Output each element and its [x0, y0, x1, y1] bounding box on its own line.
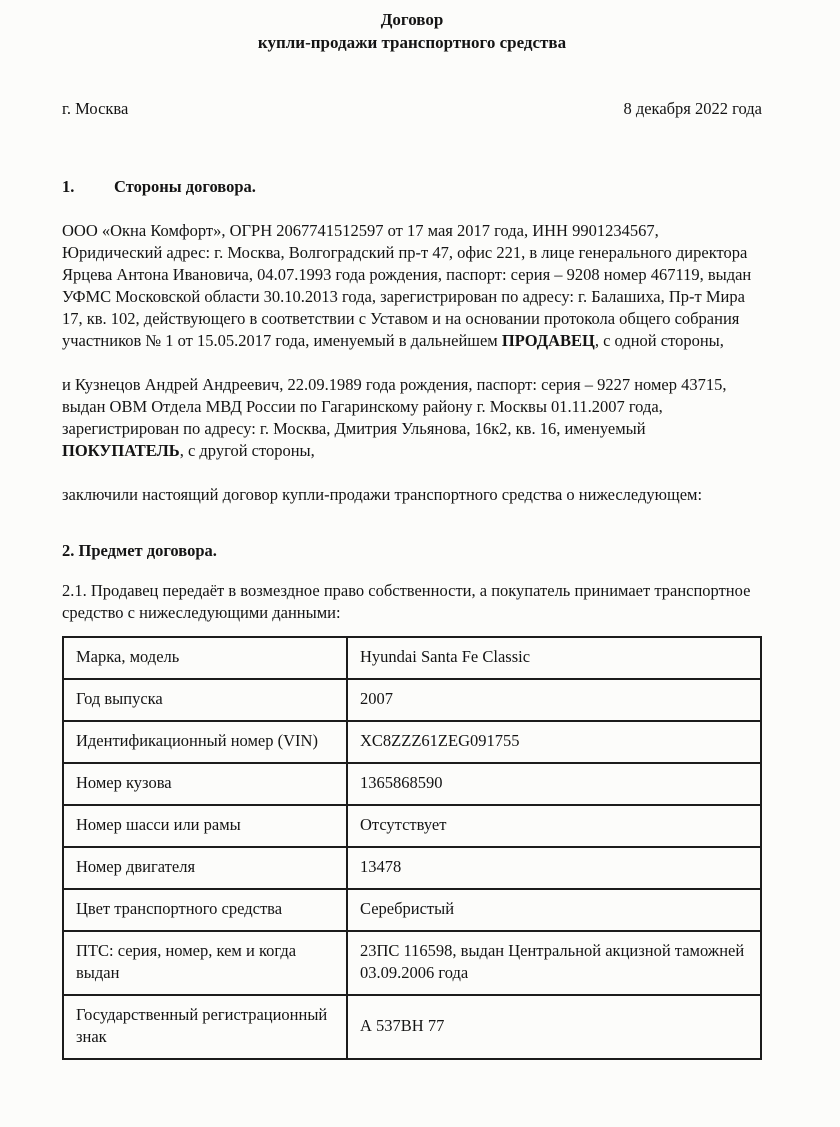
row-label: Цвет транспортного средства: [63, 889, 347, 931]
row-label: Идентификационный номер (VIN): [63, 721, 347, 763]
table-row: [63, 721, 761, 763]
contract-date: 8 декабря 2022 года: [623, 99, 762, 118]
table-row: [63, 679, 761, 721]
table-row: [63, 931, 761, 995]
row-label: Номер двигателя: [63, 847, 347, 889]
section-1-heading: [62, 176, 762, 198]
row-value: 23ПС 116598, выдан Центральной акцизной таможней 03.09.2006 года: [347, 931, 761, 995]
row-value: 2007: [347, 679, 761, 721]
vehicle-details-table: [62, 636, 762, 1060]
row-value: XC8ZZZ61ZEG091755: [347, 721, 761, 763]
row-label: Государственный регистрационный знак: [63, 995, 347, 1059]
document-title-line2: купли-продажи транспортного средства: [257, 33, 567, 52]
row-value: 1365868590: [347, 763, 761, 805]
row-value: Серебристый: [347, 889, 761, 931]
table-row: [63, 889, 761, 931]
row-label: Номер кузова: [63, 763, 347, 805]
row-value: Отсутствует: [347, 805, 761, 847]
conclusion-paragraph: заключили настоящий договор купли-продажи транспортного средства о нижеследующем:: [62, 485, 703, 504]
row-label: Номер шасси или рамы: [63, 805, 347, 847]
buyer-paragraph: [62, 374, 762, 462]
section-1-number: 1.: [62, 177, 75, 196]
table-row: [63, 805, 761, 847]
section-1-title: Стороны договора.: [114, 177, 256, 196]
table-row: [63, 637, 761, 679]
clause-2-1-paragraph: 2.1. Продавец передаёт в возмездное право собственности, а покупатель принимает транспортное средство с нижеследующими данными:: [62, 581, 751, 622]
row-value: А 537ВН 77: [347, 995, 761, 1059]
row-value: 13478: [347, 847, 761, 889]
table-row: [63, 847, 761, 889]
row-label: Марка, модель: [63, 637, 347, 679]
contract-place: г. Москва: [62, 99, 129, 118]
buyer-term: ПОКУПАТЕЛЬ: [62, 441, 180, 460]
document-title-line1: Договор: [380, 10, 444, 29]
buyer-text: и Кузнецов Андрей Андреевич, 22.09.1989 года рождения, паспорт: серия – 9227 номер 43715, выдан ОВМ Отдела МВД России по Гагаринскому району г. Москвы 01.11.2007 года, зарегистрирован по адресу: г. Москва, Дмитрия Ульянова, 16к2, кв. 16, именуемый: [62, 375, 727, 438]
row-label: Год выпуска: [63, 679, 347, 721]
buyer-text-after: , с другой стороны,: [179, 441, 315, 460]
document-title: [62, 8, 762, 54]
place-date-row: [62, 98, 762, 120]
seller-term: ПРОДАВЕЦ: [501, 331, 595, 350]
seller-paragraph: [62, 220, 762, 352]
table-row: [63, 995, 761, 1059]
row-label: ПТС: серия, номер, кем и когда выдан: [63, 931, 347, 995]
seller-text: ООО «Окна Комфорт», ОГРН 2067741512597 от 17 мая 2017 года, ИНН 9901234567, Юридический адрес: г. Москва, Волгоградский пр-т 47, офис 221, в лице генерального директора Ярцева Антона Ивановича, 04.07.1993 года рождения, паспорт: серия – 9208 номер 467119, выдан УФМС Московской области 30.10.2013 года, зарегистрирован по адресу: г. Балашиха, Пр-т Мира 17, кв. 102, действующего в соответствии с Уставом и на основании протокола общего собрания участников № 1 от 15.05.2017 года, именуемый в дальнейшем: [62, 221, 752, 350]
section-2-heading: 2. Предмет договора.: [62, 541, 217, 560]
seller-text-after: , с одной стороны,: [594, 331, 724, 350]
row-value: Hyundai Santa Fe Classic: [347, 637, 761, 679]
table-row: [63, 763, 761, 805]
